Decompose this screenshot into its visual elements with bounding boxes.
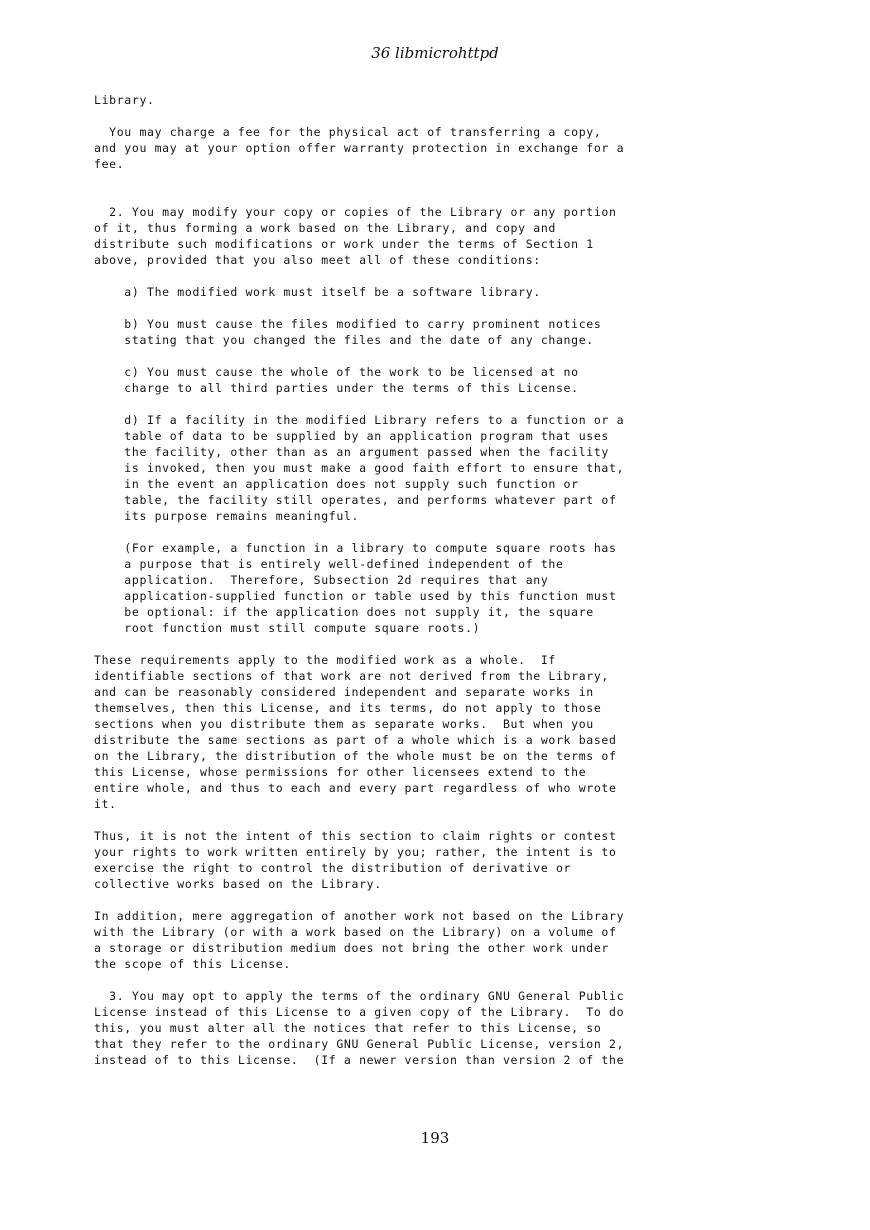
page-number: 193 (420, 1129, 450, 1147)
license-text-block: Library. You may charge a fee for the physical act of transferring a copy, and you may at your option offer warranty protection in exchange for a fee. 2. You may modify your copy or copies of the Library or any portion of it, thus forming a work based on the Library, and copy and distribute such modifications or work under the terms of Section 1 above, provided that you also meet all of these conditions: a) The modified work must itself be a software library. b) You must cause the files modified to carry prominent notices stating that you changed the files and the date of any change. c) You must cause the whole of the work to be licensed at no charge to all third parties under the terms of this License. d) If a facility in the modified Library refers to a function or a table of data to be supplied by an application program that uses the facility, other than as an argument passed when the facility is invoked, then you must make a good faith effort to ensure that, in the event an application does not supply such function or table, the facility still operates, and performs whatever part of its purpose remains meaningful. (For example, a function in a library to compute square roots has a purpose that is entirely well-defined independent of the application. Therefore, Subsection 2d requires that any application-supplied function or table used by this function must be optional: if the application does not supply it, the square root function must still compute square roots.) These requirements apply to the modified work as a whole. If identifiable sections of that work are not derived from the Library, and can be reasonably considered independent and separate works in themselves, then this License, and its terms, do not apply to those sections when you distribute them as separate works. But when you distribute the same sections as part of a whole which is a work based on the Library, the distribution of the whole must be on the terms of this License, whose permissions for other licensees extend to the entire whole, and thus to each and every part regardless of who wrote it. Thus, it is not the intent of this section to claim rights or contest your rights to work written entirely by you; rather, the intent is to exercise the right to control the distribution of derivative or collective works based on the Library. In addition, mere aggregation of another work not based on the Library with the Library (or with a work based on the Library) on a volume of a storage or distribution medium does not bring the other work under the scope of this License. 3. You may opt to apply the terms of the ordinary GNU General Public License instead of this License to a given copy of the Library. To do this, you must alter all the notices that refer to this License, so that they refer to the ordinary GNU General Public License, version 2, instead of to this License. (If a newer version than version 2 of the (94, 93, 625, 1067)
running-head: 36 libmicrohttpd (371, 44, 499, 62)
